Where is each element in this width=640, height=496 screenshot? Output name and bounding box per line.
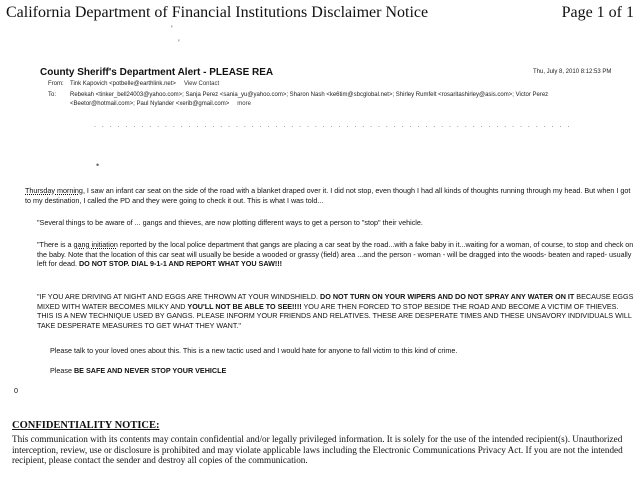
stray-zero: 0 [14, 386, 18, 395]
paragraph-5: Please talk to your loved ones about this. This is a new tactic used and I would hate for anyone to fall victim to this kind of crime. [50, 346, 458, 355]
paragraph-2: "Several things to be aware of ... gangs and thieves, are now plotting different ways to get a person to "stop" their vehicle. [37, 218, 423, 227]
to-line-1[interactable]: Rebekah <tinker_bell24003@yahoo.com>; Sanja Perez <sania_yu@yahoo.com>; Sharon Nash <ke6tim@sbcglobal.net>; Shirley Rumfelt <rosaritashirley@asis.com>; Victor Perez [70, 92, 549, 98]
day-text: Thursday morning [25, 186, 83, 195]
from-label: From: [48, 81, 64, 87]
more-link[interactable]: more [237, 101, 251, 107]
email-subject: County Sheriff's Department Alert - PLEASE REA [40, 67, 274, 78]
paragraph-3: "There is a gang initiation reported by the local police department that gangs are placing a car seat by the road...with a fake baby in it...waiting for a woman, of course, to stop and check on the baby. Note that the location of this car seat will usually be beside a wooded or grassy (field) area ...and the person - woman - will be dragged into the woods- beaten and raped- usually left for dead. DO NOT STOP. DIAL 9-1-1 AND REPORT WHAT YOU SAW!!! [37, 240, 634, 269]
scan-speck: ' [178, 38, 180, 48]
scan-dots: . . . . . . . . . . . . . . . . . . . . . . . . . . . . . . . . . . . . . . . . . . . . . . . . . . . . . . . . . . . . . [94, 122, 572, 129]
to-field-continued [70, 100, 251, 109]
to-field [48, 91, 548, 100]
view-contact-link[interactable]: View Contact [183, 81, 220, 87]
page-header-title: California Department of Financial Institutions Disclaimer Notice [6, 4, 429, 21]
scan-speck: • [96, 160, 100, 170]
scan-speck: ' [171, 24, 173, 34]
paragraph-6: Please BE SAFE AND NEVER STOP YOUR VEHICLE [50, 366, 227, 375]
from-field [48, 80, 219, 89]
to-label: To: [48, 92, 57, 98]
page-number: Page 1 of 1 [561, 4, 634, 21]
paragraph-1: Thursday morning, I saw an infant car seat on the side of the road with a blanket draped over it. I did not stop, even though I had all kinds of thoughts running through my head. But when I got to my destination, I called the PD and they were going to check it out. This is what I was told... [25, 186, 631, 205]
confidentiality-title: CONFIDENTIALITY NOTICE: [12, 420, 160, 431]
to-line-2[interactable]: <Beetor@hotmail.com>; Paul Nylander <xerib@gmail.com> [70, 101, 230, 107]
email-date: Thu, July 8, 2010 8:12:53 PM [533, 69, 612, 75]
from-value[interactable]: Tink Kapovich <potbelle@earthlink.net> [70, 81, 176, 87]
confidentiality-text: This communication with its contents may contain confidential and/or legally privileged information. It is solely for the use of the intended recipient(s). Unauthorized interception, review, use or disclosure is prohibited and may violate applicable laws including the Electronic Communications Privacy Act. If you are not the intended recipient, please contact the sender and destroy all copies of the communication. [12, 434, 623, 465]
paragraph-4: "IF YOU ARE DRIVING AT NIGHT AND EGGS ARE THROWN AT YOUR WINDSHIELD. DO NOT TURN ON YOUR WIPERS AND DO NOT SPRAY ANY WATER ON IT BECAUSE EGGS MIXED WITH WATER BECOMES MILKY AND YOU'LL NOT BE ABLE TO SEE!!!! YOU ARE THEN FORCED TO STOP BESIDE THE ROAD AND BECOME A VICTIM OF THIEVES. THIS IS A NEW TECHNIQUE USED BY GANGS. PLEASE INFORM YOUR FRIENDS AND RELATIVES. THESE ARE DESPERATE TIMES AND THESE UNSAVORY INDIVIDUALS WILL TAKE DESPERATE MEASURES TO GET WHAT THEY WANT." [37, 292, 634, 330]
